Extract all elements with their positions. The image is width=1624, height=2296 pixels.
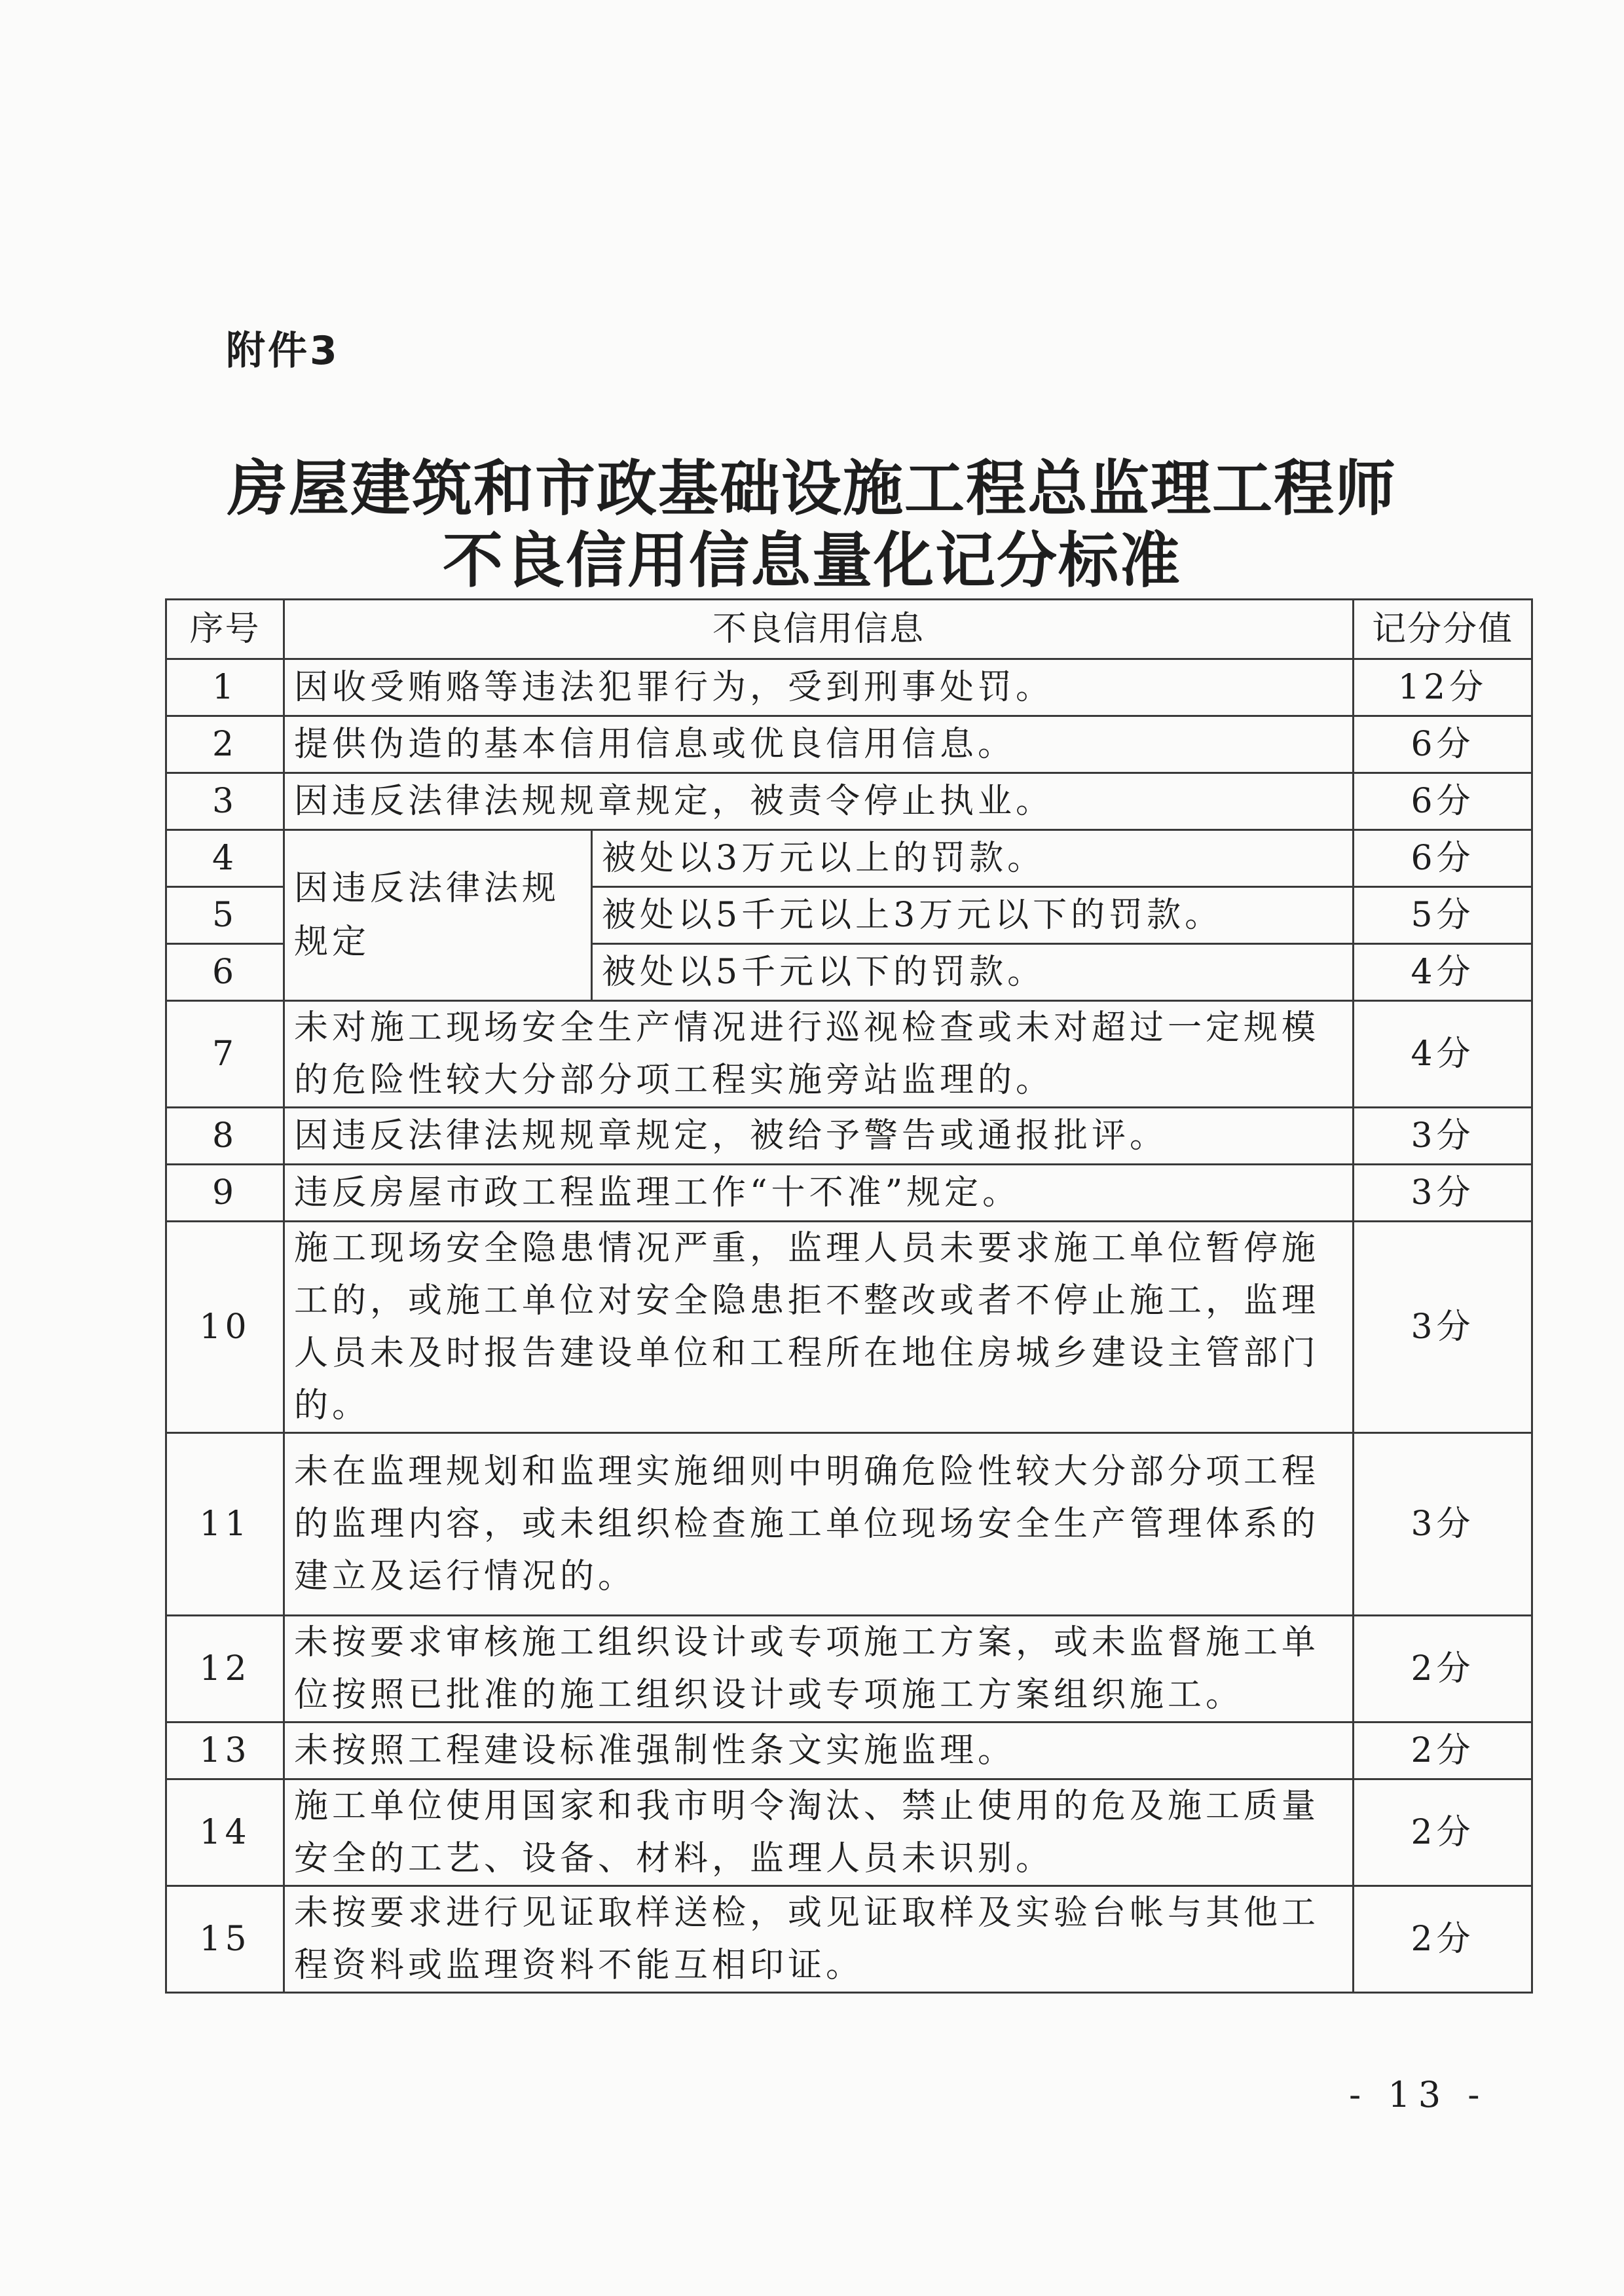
table-row <box>166 773 1532 830</box>
row-score: 5分 <box>1354 887 1532 944</box>
row-text: 未按要求进行见证取样送检，或见证取样及实验台帐与其他工程资料或监理资料不能互相印证。 <box>284 1886 1354 1993</box>
row-no: 13 <box>166 1722 284 1779</box>
row-no: 3 <box>166 773 284 830</box>
table-row <box>166 1108 1532 1165</box>
row-text: 因收受贿赂等违法犯罪行为，受到刑事处罚。 <box>284 659 1354 716</box>
row-no: 1 <box>166 659 284 716</box>
table-row <box>166 1722 1532 1779</box>
row-score: 12分 <box>1354 659 1532 716</box>
row-no: 6 <box>166 944 284 1001</box>
row-text: 未在监理规划和监理实施细则中明确危险性较大分部分项工程的监理内容，或未组织检查施工单位现场安全生产管理体系的建立及运行情况的。 <box>284 1433 1354 1616</box>
row-score: 2分 <box>1354 1779 1532 1886</box>
header-info: 不良信用信息 <box>284 600 1354 659</box>
row-score: 2分 <box>1354 1886 1532 1993</box>
row-text: 未按照工程建设标准强制性条文实施监理。 <box>284 1722 1354 1779</box>
row-no: 7 <box>166 1001 284 1108</box>
row-score: 3分 <box>1354 1222 1532 1433</box>
credit-score-table <box>165 598 1533 1994</box>
header-no: 序号 <box>166 600 284 659</box>
table-row <box>166 716 1532 773</box>
row-no: 11 <box>166 1433 284 1616</box>
row-no: 2 <box>166 716 284 773</box>
table-row <box>166 830 1532 887</box>
row-no: 14 <box>166 1779 284 1886</box>
row-text: 被处以5千元以上3万元以下的罚款。 <box>592 887 1354 944</box>
row-score: 2分 <box>1354 1722 1532 1779</box>
row-score: 3分 <box>1354 1165 1532 1222</box>
row-no: 4 <box>166 830 284 887</box>
table-row <box>166 1222 1532 1433</box>
row-text: 违反房屋市政工程监理工作“十不准”规定。 <box>284 1165 1354 1222</box>
table-header-row <box>166 600 1532 659</box>
row-text: 因违反法律法规规章规定，被责令停止执业。 <box>284 773 1354 830</box>
table-row <box>166 659 1532 716</box>
attachment-label: 附件3 <box>226 328 340 374</box>
row-score: 4分 <box>1354 944 1532 1001</box>
row-score: 6分 <box>1354 773 1532 830</box>
row-text: 因违反法律法规规章规定，被给予警告或通报批评。 <box>284 1108 1354 1165</box>
row-text: 被处以5千元以下的罚款。 <box>592 944 1354 1001</box>
row-text: 施工单位使用国家和我市明令淘汰、禁止使用的危及施工质量安全的工艺、设备、材料，监理人员未识别。 <box>284 1779 1354 1886</box>
row-text: 未对施工现场安全生产情况进行巡视检查或未对超过一定规模的危险性较大分部分项工程实施旁站监理的。 <box>284 1001 1354 1108</box>
merged-group-cell: 因违反法律法规规定 <box>284 830 592 1001</box>
page-title-line-1: 房屋建筑和市政基础设施工程总监理工程师 <box>227 453 1397 524</box>
table-row <box>166 1886 1532 1993</box>
page-title-line-2: 不良信用信息量化记分标准 <box>442 525 1181 596</box>
row-no: 9 <box>166 1165 284 1222</box>
row-no: 8 <box>166 1108 284 1165</box>
row-score: 6分 <box>1354 716 1532 773</box>
row-text: 施工现场安全隐患情况严重，监理人员未要求施工单位暂停施工的，或施工单位对安全隐患拒不整改或者不停止施工，监理人员未及时报告建设单位和工程所在地住房城乡建设主管部门的。 <box>284 1222 1354 1433</box>
page-number: - 13 - <box>1349 2074 1488 2115</box>
row-no: 10 <box>166 1222 284 1433</box>
row-text: 提供伪造的基本信用信息或优良信用信息。 <box>284 716 1354 773</box>
table-row <box>166 1616 1532 1722</box>
row-no: 5 <box>166 887 284 944</box>
row-score: 2分 <box>1354 1616 1532 1722</box>
table-row <box>166 1779 1532 1886</box>
row-text: 被处以3万元以上的罚款。 <box>592 830 1354 887</box>
row-text: 未按要求审核施工组织设计或专项施工方案，或未监督施工单位按照已批准的施工组织设计或专项施工方案组织施工。 <box>284 1616 1354 1722</box>
row-score: 3分 <box>1354 1433 1532 1616</box>
row-no: 12 <box>166 1616 284 1722</box>
row-score: 3分 <box>1354 1108 1532 1165</box>
row-no: 15 <box>166 1886 284 1993</box>
header-score: 记分分值 <box>1354 600 1532 659</box>
table-row <box>166 1001 1532 1108</box>
table-row <box>166 1433 1532 1616</box>
table-row <box>166 1165 1532 1222</box>
row-score: 6分 <box>1354 830 1532 887</box>
row-score: 4分 <box>1354 1001 1532 1108</box>
